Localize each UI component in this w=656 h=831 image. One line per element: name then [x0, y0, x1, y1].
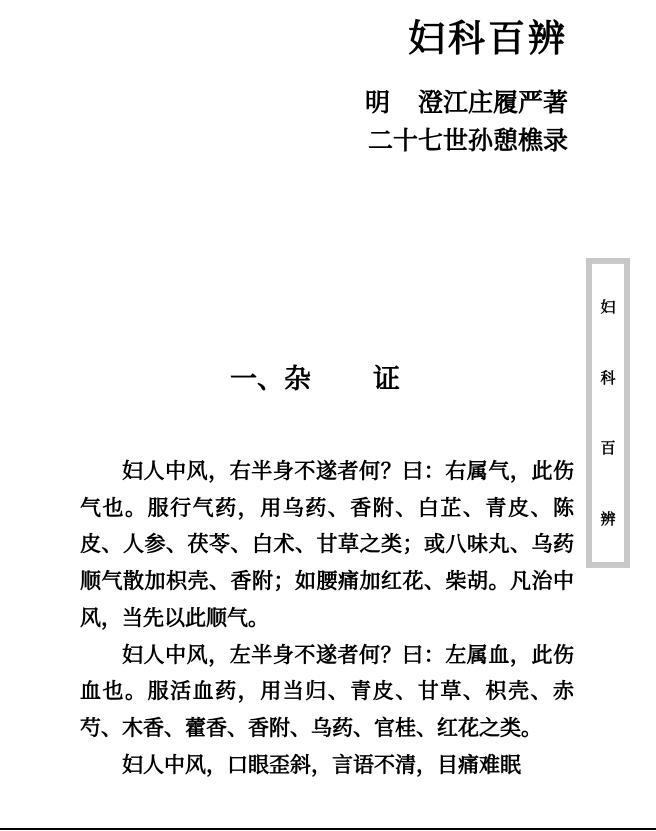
side-tab-char: 辨 — [600, 509, 616, 528]
section-number: 一、 — [230, 364, 284, 395]
paragraph: 妇人中风，右半身不遂者何？曰：右属气，此伤气也。服行气药，用乌药、香附、白芷、青皮、陈皮、人参、茯苓、白术、甘草之类；或八味丸、乌药顺气散加枳壳、香附；如腰痛加红花、柴胡。凡治中风，当先以此顺气。 — [80, 459, 574, 630]
paragraph: 妇人中风，口眼歪斜，言语不清，目痛难眠 — [122, 752, 521, 777]
side-tab-char: 百 — [600, 439, 616, 458]
bottom-rule — [0, 828, 656, 830]
paragraph: 妇人中风，左半身不遂者何？曰：左属血，此伤血也。服活血药，用当归、青皮、甘草、枳壳、赤芍、木香、藿香、香附、乌药、官桂、红花之类。 — [80, 642, 574, 740]
body-text — [80, 453, 574, 783]
author-name: 澄江庄履严著 — [417, 88, 568, 117]
section-title-char: 杂 — [284, 364, 311, 395]
author-line — [365, 85, 568, 121]
section-title-char: 证 — [373, 364, 400, 395]
side-chapter-tab — [586, 258, 630, 568]
side-tab-char: 妇 — [600, 298, 616, 317]
recorder-line: 二十七世孙憩樵录 — [367, 126, 568, 155]
section-heading — [230, 360, 400, 400]
book-title: 妇科百辨 — [408, 17, 568, 60]
dynasty: 明 — [364, 88, 390, 117]
side-tab-char: 科 — [600, 368, 616, 387]
